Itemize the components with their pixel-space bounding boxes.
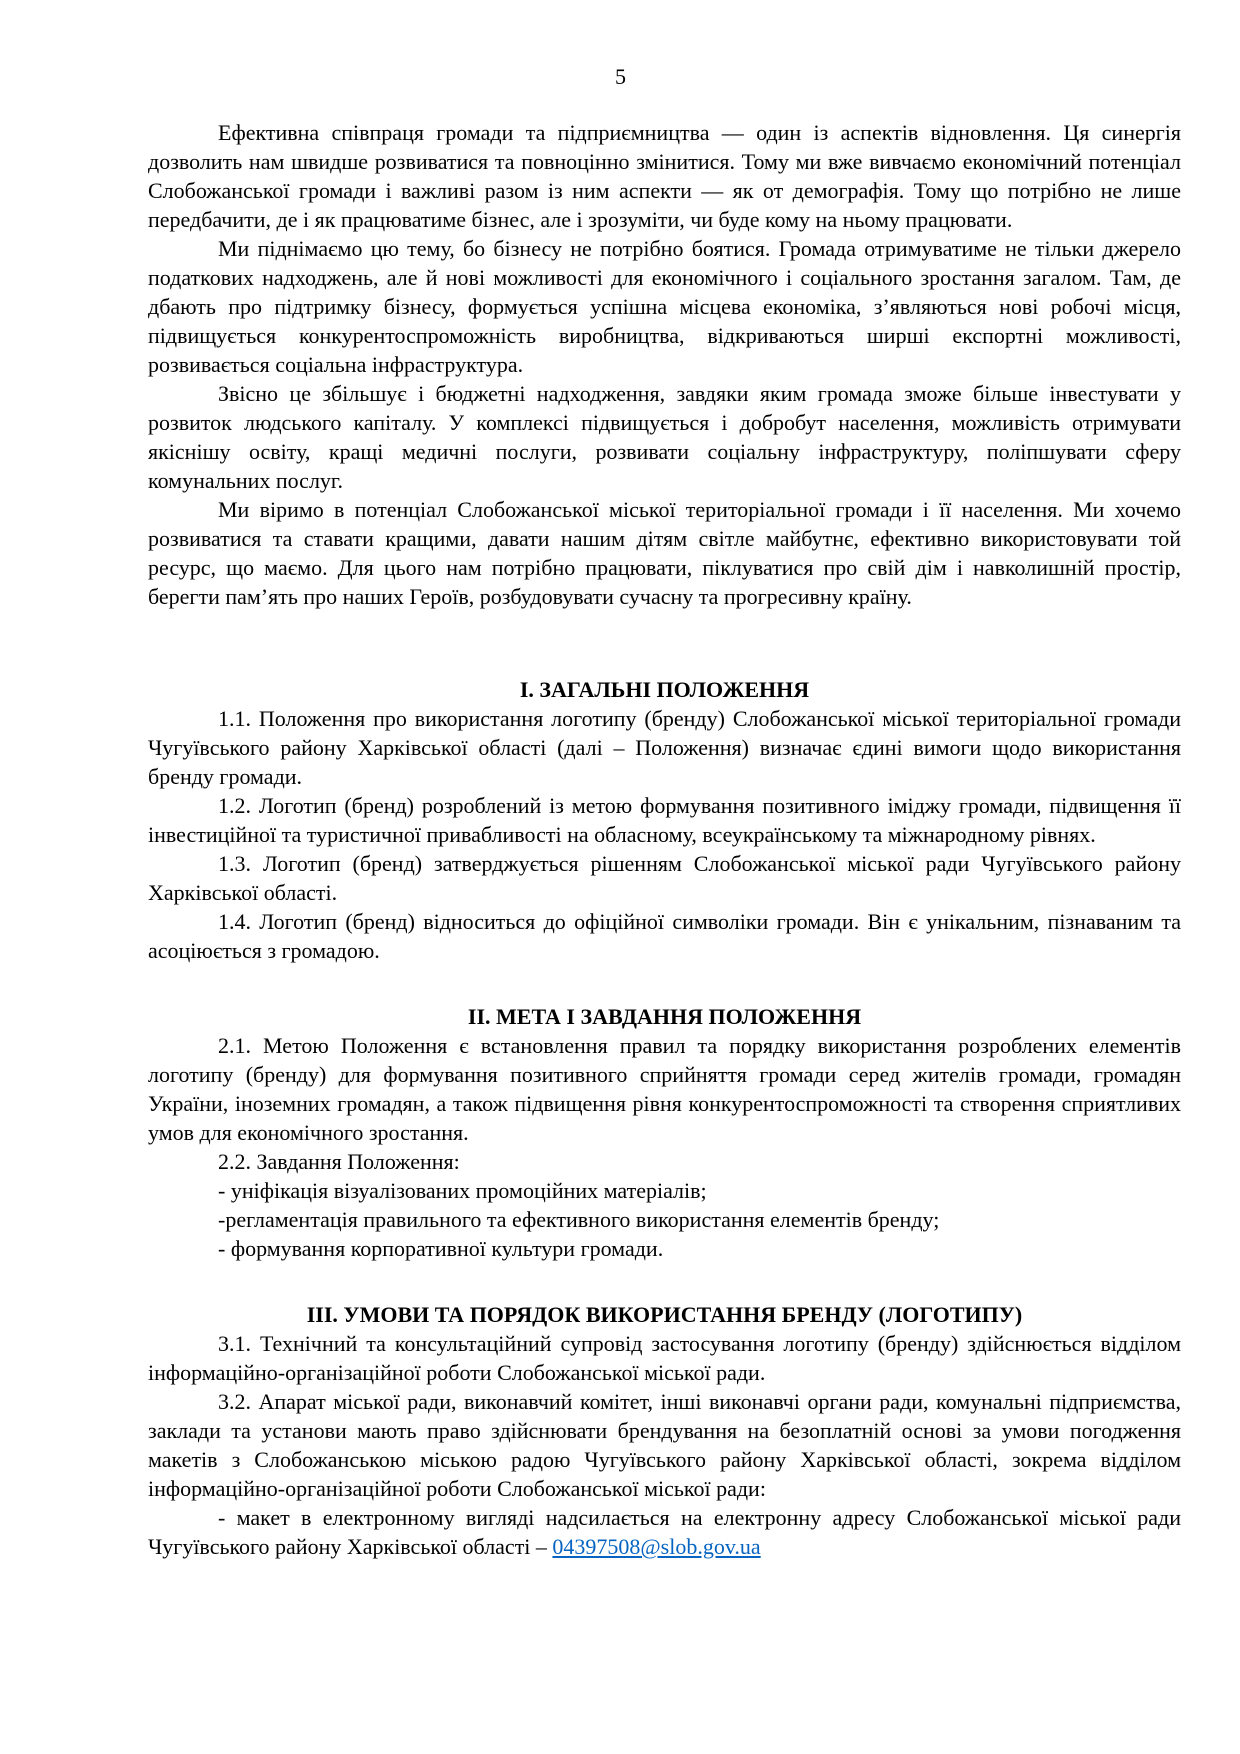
clause-3-1: 3.1. Технічний та консультаційний супровід застосування логотипу (бренду) здійснюється відділом інформаційно-організаційної роботи Слобожанської міської ради.: [148, 1331, 1181, 1385]
section-1-heading: І. ЗАГАЛЬНІ ПОЛОЖЕННЯ: [519, 677, 810, 702]
email-item: [148, 1503, 1181, 1561]
clause-1-3: 1.3. Логотип (бренд) затверджується рішенням Слобожанської міської ради Чугуївського району Харківської області.: [148, 851, 1181, 905]
section-2-heading: ІІ. МЕТА І ЗАВДАННЯ ПОЛОЖЕННЯ: [467, 1004, 862, 1029]
page-number: 5: [615, 64, 626, 89]
task-item-1: - уніфікація візуалізованих промоційних матеріалів;: [218, 1178, 707, 1203]
task-item-2: -регламентація правильного та ефективного використання елементів бренду;: [218, 1207, 940, 1232]
email-item-text: - макет в електронному вигляді надсилається на електронну адресу Слобожанської міської ради Чугуївського району Харківської області –: [148, 1505, 1181, 1559]
clause-2-2: 2.2. Завдання Положення:: [218, 1149, 460, 1174]
clause-3-2: 3.2. Апарат міської ради, виконавчий комітет, інші виконавчі органи ради, комунальні підприємства, заклади та установи мають право здійснювати брендування на безоплатній основі за умови погодження макетів з Слобожанською міською радою Чугуївського району Харківської області, зокрема відділом інформаційно-організаційної роботи Слобожанської міської ради:: [148, 1389, 1181, 1501]
task-item-3: - формування корпоративної культури громади.: [218, 1236, 664, 1261]
clause-1-1: 1.1. Положення про використання логотипу (бренду) Слобожанської міської територіальної громади Чугуївського району Харківської області (далі – Положення) визначає єдині вимоги щодо використання бренду громади.: [148, 706, 1181, 789]
clause-2-1: 2.1. Метою Положення є встановлення правил та порядку використання розроблених елементів логотипу (бренду) для формування позитивного сприйняття громади серед жителів громади, громадян України, іноземних громадян, а також підвищення рівня конкурентоспроможності та створення сприятливих умов для економічного зростання.: [148, 1033, 1181, 1145]
intro-paragraph-4: Ми віримо в потенціал Слобожанської міської територіальної громади і її населення. Ми хочемо розвиватися та ставати кращими, давати нашим дітям світле майбутнє, ефективно використовувати той ресурс, що маємо. Для цього нам потрібно працювати, піклуватися про свій дім і навколишній простір, берегти пам’ять про наших Героїв, розбудовувати сучасну та прогресивну країну.: [148, 497, 1181, 609]
intro-paragraph-3: Звісно це збільшує і бюджетні надходження, завдяки яким громада зможе більше інвестувати у розвиток людського капіталу. У комплексі підвищується і добробут населення, можливість отримувати якіснішу освіту, кращі медичні послуги, розвивати соціальну інфраструктуру, поліпшувати сферу комунальних послуг.: [148, 381, 1181, 493]
clause-1-4: 1.4. Логотип (бренд) відноситься до офіційної символіки громади. Він є унікальним, пізнаваним та асоціюється з громадою.: [148, 909, 1181, 963]
intro-paragraph-2: Ми піднімаємо цю тему, бо бізнесу не потрібно боятися. Громада отримуватиме не тільки джерело податкових надходжень, але й нові можливості для економічного і соціального зростання загалом. Там, де дбають про підтримку бізнесу, формується успішна місцева економіка, з’являються нові робочі місця, підвищується конкурентоспроможність виробництва, відкриваються ширші експортні можливості, розвивається соціальна інфраструктура.: [148, 236, 1181, 377]
intro-paragraph-1: Ефективна співпраця громади та підприємництва — один із аспектів відновлення. Ця синергія дозволить нам швидше розвиватися та повноцінно змінитися. Тому ми вже вивчаємо економічний потенціал Слобожанської громади і важливі разом із ним аспекти — як от демографія. Тому що потрібно не лише передбачити, де і як працюватиме бізнес, але і зрозуміти, чи буде кому на ньому працювати.: [148, 120, 1181, 232]
email-link[interactable]: 04397508@slob.gov.ua: [552, 1534, 761, 1559]
section-3-heading: ІІІ. УМОВИ ТА ПОРЯДОК ВИКОРИСТАННЯ БРЕНДУ (ЛОГОТИПУ): [306, 1302, 1023, 1327]
clause-1-2: 1.2. Логотип (бренд) розроблений із метою формування позитивного іміджу громади, підвищення її інвестиційної та туристичної привабливості на обласному, всеукраїнському та міжнародному рівнях.: [148, 793, 1181, 847]
